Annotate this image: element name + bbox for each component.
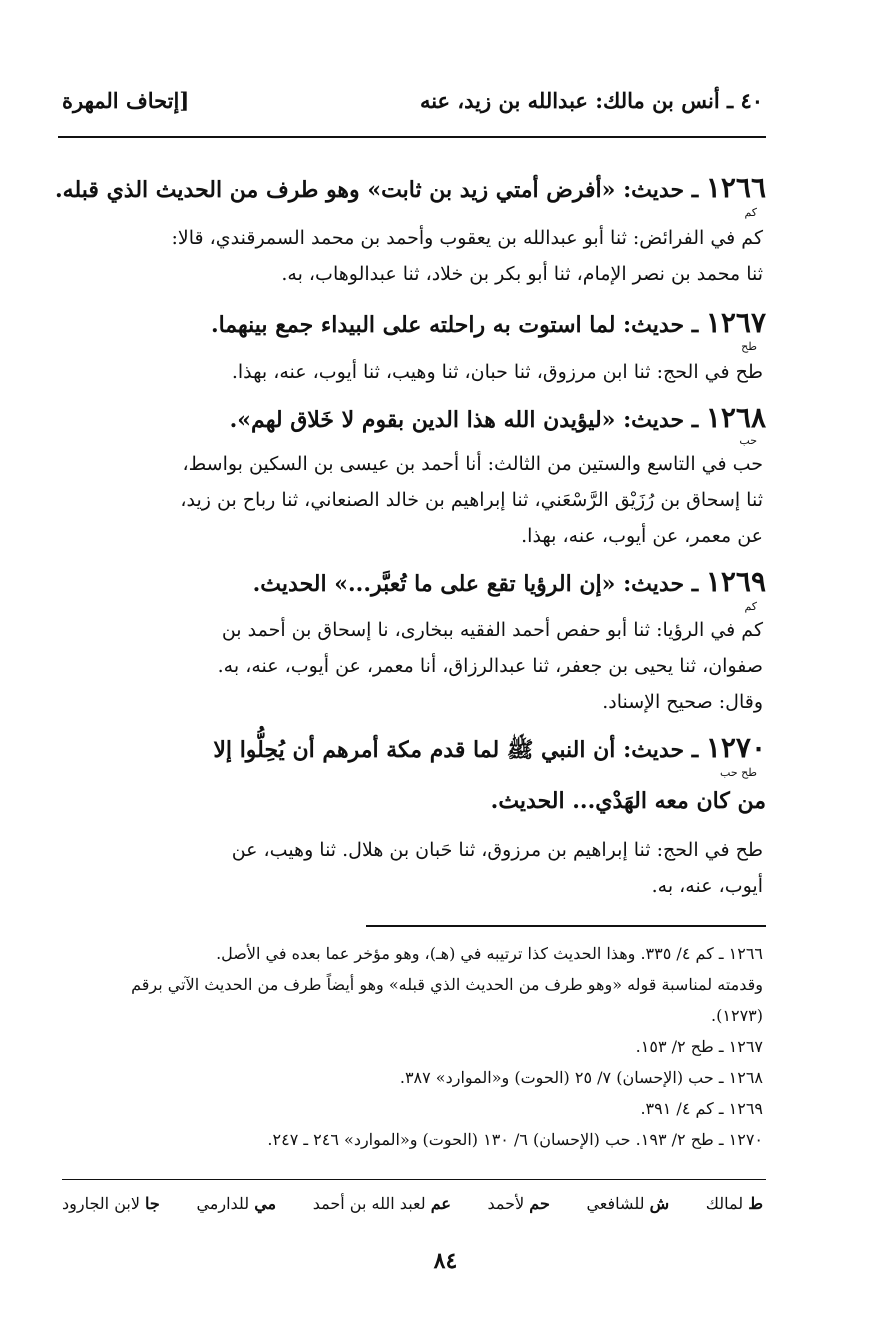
text-line: ثنا محمد بن نصر الإمام، ثنا أبو بكر بن خلاد، ثنا عبدالوهاب، به. bbox=[281, 263, 763, 285]
text-line: ثنا إسحاق بن رُزَيْق الرَّسْعَني، ثنا إبراهيم بن خالد الصنعاني، ثنا رباح بن زيد، bbox=[180, 489, 763, 511]
text-line: طح في الحج: ثنا إبراهيم بن مرزوق، ثنا حَبان بن هلال. ثنا وهيب، عن bbox=[231, 839, 763, 861]
footnote-line: ١٢٦٨ ـ حب (الإحسان) ٧/ ٢٥ (الحوت) و«الموارد» ٣٨٧. bbox=[399, 1068, 763, 1087]
abbreviation-label: لعبد الله بن أحمد bbox=[312, 1194, 426, 1213]
page-number: ٨٤ bbox=[433, 1248, 458, 1274]
abbreviations-rule bbox=[62, 1179, 766, 1180]
footnote-line: ١٢٦٩ ـ كم ٤/ ٣٩١. bbox=[640, 1099, 763, 1118]
hadith-title-1268 bbox=[58, 398, 766, 440]
hadith-siglum: طح bbox=[741, 340, 757, 353]
abbreviation-label: لمالك bbox=[705, 1194, 744, 1213]
hadith-siglum: كم bbox=[744, 206, 757, 219]
hadith-siglum: حب bbox=[739, 434, 757, 447]
abbreviation-code: مي bbox=[254, 1194, 277, 1213]
text-line: طح في الحج: ثنا ابن مرزوق، ثنا حبان، ثنا وهيب، ثنا أيوب، عنه، بهذا. bbox=[231, 361, 763, 383]
hadith-title-1270 bbox=[58, 728, 766, 770]
hadith-title-1267 bbox=[58, 303, 766, 345]
hadith-number: ١٢٦٧ bbox=[705, 306, 766, 339]
hadith-siglum: كم bbox=[744, 600, 757, 613]
abbreviation-code: حم bbox=[529, 1194, 550, 1213]
footnote-line: ١٢٦٧ ـ طح ٢/ ١٥٣. bbox=[635, 1037, 763, 1056]
hadith-siglum: طح حب bbox=[720, 766, 757, 779]
hadith-title-1270-continued: من كان معه الهَدْي... الحديث. bbox=[490, 788, 766, 814]
abbreviation-label: للشافعي bbox=[586, 1194, 645, 1213]
footnote-line: وقدمته لمناسبة قوله «وهو طرف من الحديث الذي قبله» وهو أيضاً طرف من الحديث الآتي برقم bbox=[131, 975, 763, 994]
hadith-body-1266 bbox=[62, 220, 763, 292]
abbreviation-label: لابن الجارود bbox=[62, 1194, 140, 1213]
footnote-line: ١٢٧٠ ـ طح ٢/ ١٩٣. حب (الإحسان) ٦/ ١٣٠ (الحوت) و«الموارد» ٢٤٦ ـ ٢٤٧. bbox=[267, 1130, 763, 1149]
header-rule bbox=[58, 136, 766, 138]
footnote-line: (١٢٧٣). bbox=[711, 1006, 763, 1025]
abbreviation-code: عم bbox=[430, 1194, 451, 1213]
hadith-number: ١٢٧٠ bbox=[705, 731, 766, 764]
abbreviation-label: لأحمد bbox=[487, 1194, 525, 1213]
hadith-title-1266 bbox=[55, 168, 766, 210]
hadith-title-text: ـ حديث: «إن الرؤيا تقع على ما تُعبَّر...» الحديث. bbox=[252, 571, 699, 597]
running-header-book-title: [إتحاف المهرة bbox=[62, 88, 190, 113]
hadith-body-1270 bbox=[62, 832, 763, 904]
abbreviation-code: جا bbox=[145, 1194, 160, 1213]
abbreviation-item bbox=[62, 1194, 160, 1213]
hadith-title-1269 bbox=[58, 562, 766, 604]
abbreviation-item bbox=[488, 1194, 550, 1213]
abbreviation-item bbox=[196, 1194, 276, 1213]
abbreviation-item bbox=[706, 1194, 763, 1213]
running-header-chapter: ٤٠ ـ أنس بن مالك: عبدالله بن زيد، عنه bbox=[419, 88, 763, 113]
hadith-title-text: ـ حديث: أن النبي ﷺ لما قدم مكة أمرهم أن يُحِلُّوا إلا bbox=[213, 737, 699, 763]
text-line: كم في الفرائض: ثنا أبو عبدالله بن يعقوب وأحمد بن محمد السمرقندي، قالا: bbox=[171, 227, 763, 249]
abbreviations-key bbox=[62, 1194, 763, 1213]
text-line: صفوان، ثنا يحيى بن جعفر، ثنا عبدالرزاق، أنا معمر، عن أيوب، عنه، به. bbox=[217, 655, 763, 677]
text-line: وقال: صحيح الإسناد. bbox=[602, 691, 763, 713]
abbreviation-label: للدارمي bbox=[196, 1194, 250, 1213]
hadith-title-text: ـ حديث: لما استوت به راحلته على البيداء جمع بينهما. bbox=[210, 312, 699, 338]
footnote-rule bbox=[366, 925, 766, 927]
abbreviation-code: ط bbox=[748, 1194, 763, 1213]
text-line: أيوب، عنه، به. bbox=[651, 875, 763, 897]
text-line: عن معمر، عن أيوب، عنه، بهذا. bbox=[521, 525, 763, 547]
footnotes bbox=[62, 938, 763, 1155]
hadith-title-text: ـ حديث: «أفرض أمتي زيد بن ثابت» وهو طرف من الحديث الذي قبله. bbox=[55, 177, 699, 203]
hadith-body-1269 bbox=[62, 612, 763, 720]
footnote-line: ١٢٦٦ ـ كم ٤/ ٣٣٥. وهذا الحديث كذا ترتيبه في (هـ)، وهو مؤخر عما بعده في الأصل. bbox=[216, 944, 763, 963]
hadith-number: ١٢٦٨ bbox=[705, 401, 766, 434]
abbreviation-item bbox=[586, 1194, 669, 1213]
hadith-body-1267 bbox=[62, 354, 763, 390]
hadith-number: ١٢٦٩ bbox=[705, 565, 766, 598]
abbreviation-item bbox=[313, 1194, 451, 1213]
text-line: حب في التاسع والستين من الثالث: أنا أحمد بن عيسى بن السكين بواسط، bbox=[182, 453, 763, 475]
hadith-title-text: ـ حديث: «ليؤيدن الله هذا الدين بقوم لا خَلاق لهم». bbox=[229, 407, 699, 433]
text-line: كم في الرؤيا: ثنا أبو حفص أحمد الفقيه ببخارى، نا إسحاق بن أحمد بن bbox=[221, 619, 763, 641]
abbreviation-code: ش bbox=[649, 1194, 670, 1213]
hadith-body-1268 bbox=[62, 446, 763, 554]
hadith-number: ١٢٦٦ bbox=[705, 171, 766, 204]
